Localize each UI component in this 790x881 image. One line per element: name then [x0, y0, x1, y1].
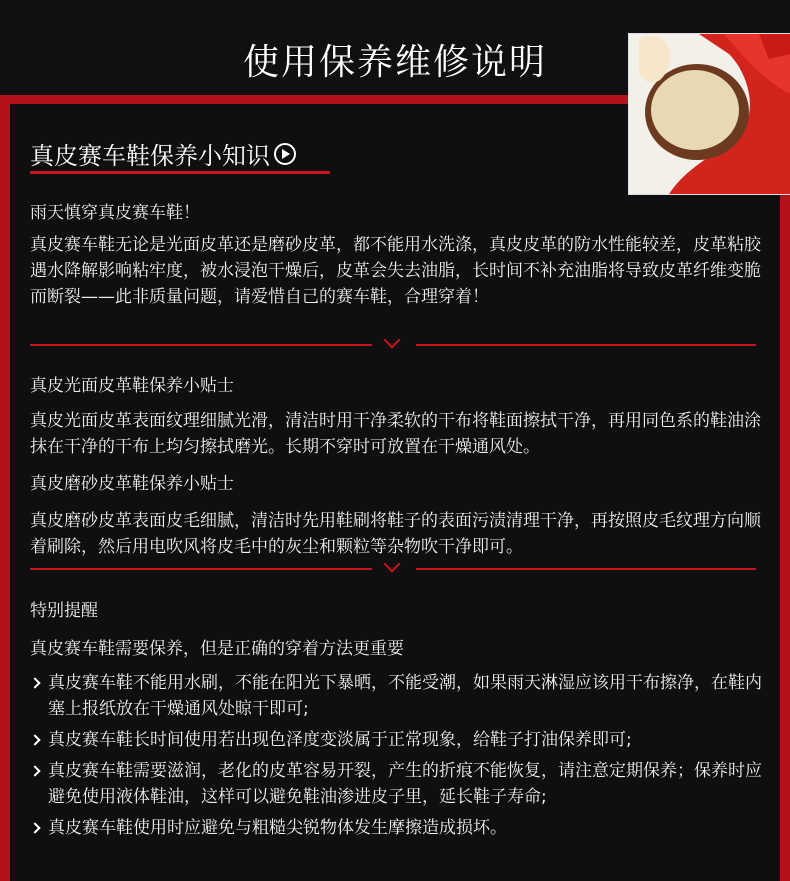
notice-lead: 真皮赛车鞋需要保养，但是正确的穿着方法更重要 [30, 639, 404, 659]
smooth-leather-body: 真皮光面皮革表面纹理细腻光滑，清洁时用干净柔软的干布将鞋面擦拭干净，再用同色系的鞋油涂抹在干净的干布上均匀擦拭磨光。长期不穿时可放置在干燥通风处。 [30, 411, 761, 457]
suede-body: 真皮磨砂皮革表面皮毛细腻，清洁时先用鞋刷将鞋子的表面污渍清理干净，再按照皮毛纹理方向顺着刷除，然后用电吹风将皮毛中的灰尘和颗粒等杂物吹干净即可。 [30, 511, 761, 557]
shoe-care-photo [628, 33, 790, 195]
list-item: 真皮赛车鞋使用时应避免与粗糙尖锐物体发生摩擦造成损坏。 [30, 815, 770, 841]
page-title: 使用保养维修说明 [242, 42, 547, 83]
section-divider [30, 337, 756, 351]
section-title [30, 136, 296, 171]
smooth-leather-heading: 真皮光面皮革鞋保养小贴士 [30, 376, 234, 396]
shoe-polishing-image [629, 34, 790, 194]
section-title-text: 真皮赛车鞋保养小知识 [30, 142, 270, 170]
play-circle-icon [274, 143, 296, 165]
list-item: 真皮赛车鞋需要滋润，老化的皮革容易开裂，产生的折痕不能恢复，请注意定期保养；保养时应避免使用液体鞋油，这样可以避免鞋油渗进皮子里，延长鞋子寿命; [30, 758, 770, 810]
chevron-right-icon [29, 822, 40, 833]
chevron-right-icon [29, 734, 40, 745]
notice-heading: 特别提醒 [30, 601, 98, 621]
notice-list [30, 670, 770, 846]
chevron-right-icon [29, 765, 40, 776]
intro-body: 真皮赛车鞋无论是光面皮革还是磨砂皮革，都不能用水洗涤，真皮皮革的防水性能较差，皮革粘胶遇水降解影响粘牢度，被水浸泡干燥后，皮革会失去油脂，长时间不补充油脂将导致皮革纤维变脆而断裂——此非质量问题，请爱惜自己的赛车鞋，合理穿着！ [30, 235, 761, 307]
chevron-right-icon [29, 677, 40, 688]
list-item: 真皮赛车鞋不能用水刷，不能在阳光下暴晒，不能受潮，如果雨天淋湿应该用干布擦净，在鞋内塞上报纸放在干燥通风处晾干即可; [30, 670, 770, 722]
title-underline [30, 171, 330, 174]
suede-heading: 真皮磨砂皮革鞋保养小贴士 [30, 474, 234, 494]
list-item: 真皮赛车鞋长时间使用若出现色泽度变淡属于正常现象，给鞋子打油保养即可; [30, 727, 770, 753]
section-divider [30, 561, 756, 575]
intro-heading: 雨天慎穿真皮赛车鞋！ [30, 203, 200, 223]
